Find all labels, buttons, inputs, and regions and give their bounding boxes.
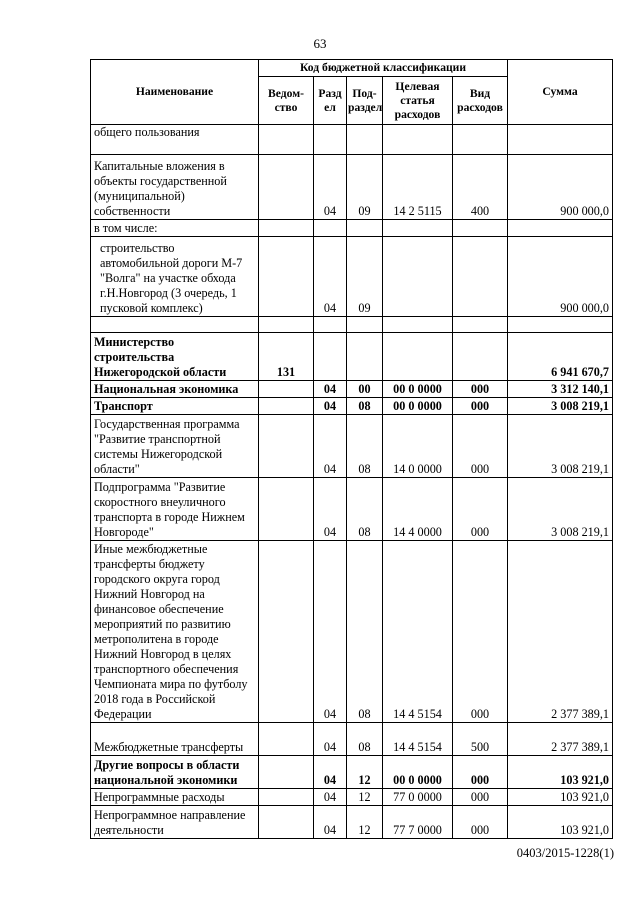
row-name: Подпрограмма "Развитие скоростного внеуличного транспорта в городе Нижнем Новгороде" [91, 478, 259, 541]
row-name: Национальная экономика [91, 381, 259, 398]
row-name: Министерство строительства Нижегородской области [91, 333, 259, 381]
row-name: Государственная программа "Развитие транспортной системы Нижегородской области" [91, 415, 259, 478]
row-section: 04 [314, 789, 347, 806]
row-subsection: 08 [347, 415, 383, 478]
row-subsection: 09 [347, 155, 383, 220]
row-subsection: 12 [347, 756, 383, 789]
row-subsection: 12 [347, 789, 383, 806]
row-amount [508, 125, 613, 155]
row-expense-type: 000 [453, 541, 508, 723]
row-department [259, 317, 314, 333]
row-target-article: 14 2 5115 [383, 155, 453, 220]
row-name: Непрограммные расходы [91, 789, 259, 806]
row-subsection: 08 [347, 723, 383, 756]
row-section [314, 125, 347, 155]
row-expense-type: 500 [453, 723, 508, 756]
row-section: 04 [314, 806, 347, 839]
row-amount: 3 312 140,1 [508, 381, 613, 398]
table-row [91, 237, 613, 317]
table-row [91, 541, 613, 723]
row-target-article: 00 0 0000 [383, 398, 453, 415]
row-name [91, 317, 259, 333]
row-department [259, 237, 314, 317]
row-section: 04 [314, 756, 347, 789]
row-name: Непрограммное направление деятельности [91, 806, 259, 839]
row-expense-type: 000 [453, 415, 508, 478]
row-department [259, 478, 314, 541]
row-name: Другие вопросы в области национальной экономики [91, 756, 259, 789]
row-target-article [383, 237, 453, 317]
table-row [91, 756, 613, 789]
row-expense-type: 000 [453, 381, 508, 398]
row-section: 04 [314, 381, 347, 398]
row-amount [508, 220, 613, 237]
row-section: 04 [314, 237, 347, 317]
table-row [91, 125, 613, 155]
table-row [91, 723, 613, 756]
row-expense-type [453, 317, 508, 333]
row-amount: 103 921,0 [508, 756, 613, 789]
row-department [259, 398, 314, 415]
row-expense-type: 400 [453, 155, 508, 220]
header-code-group: Код бюджетной классификации [259, 60, 508, 77]
row-subsection [347, 333, 383, 381]
row-target-article [383, 317, 453, 333]
row-expense-type: 000 [453, 478, 508, 541]
row-expense-type [453, 220, 508, 237]
budget-table [90, 59, 613, 839]
table-row [91, 806, 613, 839]
row-department [259, 381, 314, 398]
row-section [314, 220, 347, 237]
row-amount: 900 000,0 [508, 237, 613, 317]
header-expense-type: Вид расходов [453, 77, 508, 125]
row-expense-type [453, 237, 508, 317]
row-section: 04 [314, 415, 347, 478]
row-amount: 2 377 389,1 [508, 723, 613, 756]
row-expense-type: 000 [453, 398, 508, 415]
row-name: Иные межбюджетные трансферты бюджету городского округа город Нижний Новгород на финансовое обеспечение мероприятий по развитию метрополитена в городе Нижний Новгород в целях транспортного обеспечения Чемпионата мира по футболу 2018 года в Российской Федерации [91, 541, 259, 723]
table-row [91, 789, 613, 806]
row-amount: 3 008 219,1 [508, 415, 613, 478]
table-row-spacer [91, 317, 613, 333]
row-subsection [347, 125, 383, 155]
page-number: 63 [313, 36, 327, 51]
row-expense-type: 000 [453, 756, 508, 789]
row-subsection: 09 [347, 237, 383, 317]
row-department [259, 220, 314, 237]
row-expense-type [453, 333, 508, 381]
row-department [259, 125, 314, 155]
row-subsection: 00 [347, 381, 383, 398]
header-target-article: Целевая статья расходов [383, 77, 453, 125]
row-target-article: 14 0 0000 [383, 415, 453, 478]
row-subsection: 08 [347, 398, 383, 415]
row-department [259, 789, 314, 806]
row-amount: 103 921,0 [508, 789, 613, 806]
row-department [259, 756, 314, 789]
header-amount: Сумма [508, 60, 613, 125]
row-target-article [383, 125, 453, 155]
row-target-article: 00 0 0000 [383, 756, 453, 789]
header-department: Ведом- ство [259, 77, 314, 125]
row-name: в том числе: [91, 220, 259, 237]
row-name: Капитальные вложения в объекты государственной (муниципальной) собственности [91, 155, 259, 220]
row-department [259, 155, 314, 220]
header-row-1 [91, 60, 613, 77]
table-row [91, 333, 613, 381]
row-section [314, 333, 347, 381]
row-amount: 6 941 670,7 [508, 333, 613, 381]
row-department [259, 541, 314, 723]
row-target-article: 00 0 0000 [383, 381, 453, 398]
budget-table-body [91, 125, 613, 839]
table-row [91, 381, 613, 398]
row-department: 131 [259, 333, 314, 381]
table-row [91, 155, 613, 220]
row-subsection: 08 [347, 541, 383, 723]
row-amount: 900 000,0 [508, 155, 613, 220]
row-section: 04 [314, 723, 347, 756]
row-amount [508, 317, 613, 333]
row-subsection: 12 [347, 806, 383, 839]
row-section: 04 [314, 398, 347, 415]
table-row [91, 478, 613, 541]
row-target-article: 77 0 0000 [383, 789, 453, 806]
row-section [314, 317, 347, 333]
document-code: 0403/2015-1228(1) [516, 846, 614, 860]
table-row [91, 220, 613, 237]
row-amount: 3 008 219,1 [508, 398, 613, 415]
header-name: Наименование [91, 60, 259, 125]
row-expense-type: 000 [453, 789, 508, 806]
row-expense-type [453, 125, 508, 155]
row-department [259, 806, 314, 839]
row-target-article: 14 4 5154 [383, 723, 453, 756]
row-amount: 3 008 219,1 [508, 478, 613, 541]
row-department [259, 415, 314, 478]
row-section: 04 [314, 155, 347, 220]
header-subsection: Под- раздел [347, 77, 383, 125]
row-expense-type: 000 [453, 806, 508, 839]
table-row [91, 415, 613, 478]
row-amount: 103 921,0 [508, 806, 613, 839]
row-subsection: 08 [347, 478, 383, 541]
row-section: 04 [314, 478, 347, 541]
table-row [91, 398, 613, 415]
row-target-article: 14 4 5154 [383, 541, 453, 723]
row-target-article: 14 4 0000 [383, 478, 453, 541]
row-name [91, 237, 259, 317]
row-amount: 2 377 389,1 [508, 541, 613, 723]
row-target-article: 77 7 0000 [383, 806, 453, 839]
row-name: Межбюджетные трансферты [91, 723, 259, 756]
row-subsection [347, 220, 383, 237]
row-target-article [383, 333, 453, 381]
row-name: Транспорт [91, 398, 259, 415]
row-section: 04 [314, 541, 347, 723]
row-subsection [347, 317, 383, 333]
header-section: Разд ел [314, 77, 347, 125]
row-target-article [383, 220, 453, 237]
row-name-text: строительство автомобильной дороги М-7 "Волга" на участке обхода г.Н.Новгород (3 очередь, 1 пусковой комплекс) [100, 241, 243, 315]
row-name: общего пользования [91, 125, 259, 155]
row-department [259, 723, 314, 756]
